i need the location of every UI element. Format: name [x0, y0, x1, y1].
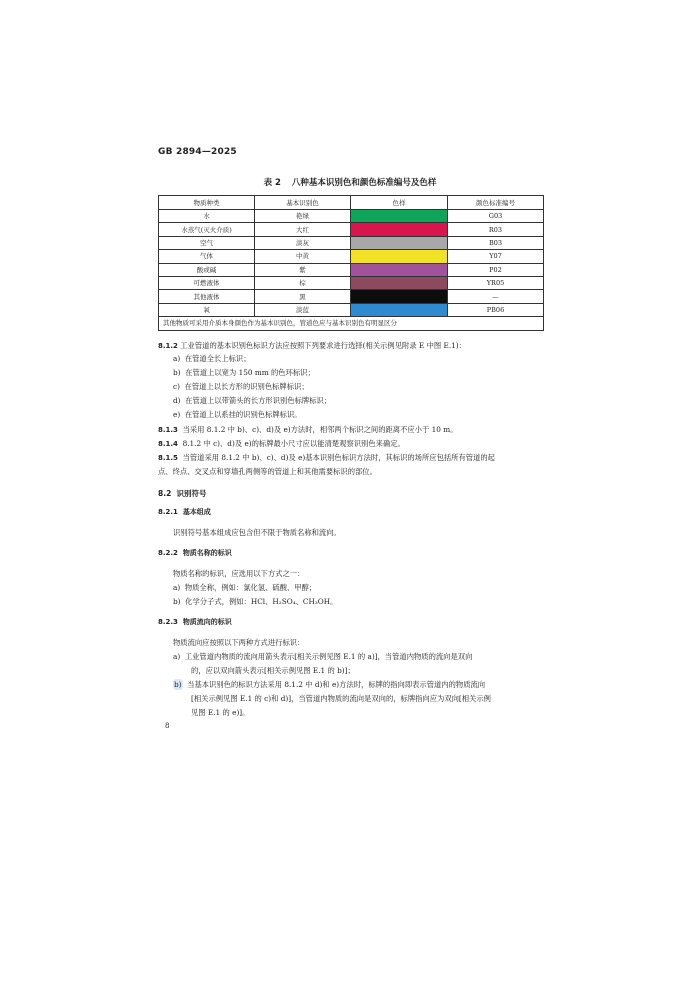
table-row — [159, 303, 544, 316]
list-item: e) 在管道上以系挂的识别色标牌标识。 — [173, 410, 302, 419]
table-header-row — [159, 196, 544, 210]
color-swatch-cell — [351, 263, 448, 276]
substance-cell: 水 — [159, 210, 255, 223]
color-code-cell: R03 — [448, 223, 544, 236]
column-header: 颜色标准编号 — [448, 196, 544, 210]
table-row — [159, 236, 544, 249]
substance-cell: 空气 — [159, 236, 255, 249]
color-code-cell: YR05 — [448, 276, 544, 289]
color-code-cell: B03 — [448, 236, 544, 249]
list-item: a) 工业管道内物质的流向用箭头表示[相关示例见图 E.1 的 a)]，当管道内物质的流向是双向 — [173, 652, 473, 661]
color-code-cell: PB06 — [448, 303, 544, 316]
color-name-cell: 中黄 — [255, 250, 351, 263]
color-swatch-cell — [351, 303, 448, 316]
color-swatch — [351, 250, 447, 262]
color-swatch-cell — [351, 223, 448, 236]
color-swatch — [351, 304, 447, 316]
color-swatch-cell — [351, 236, 448, 249]
list-item: b) 化学分子式，例如：HCl、H₂SO₄、CH₃OH。 — [173, 597, 338, 606]
color-name-cell: 艳绿 — [255, 210, 351, 223]
substance-cell: 可燃液体 — [159, 276, 255, 289]
color-name-cell: 紫 — [255, 263, 351, 276]
color-code-cell: G03 — [448, 210, 544, 223]
list-item: d) 在管道上以带箭头的长方形识别色标牌标识； — [173, 396, 332, 405]
list-item: b) 在管道上以宽为 150 mm 的色环标识； — [173, 368, 315, 377]
color-name-cell: 棕 — [255, 276, 351, 289]
table-row — [159, 223, 544, 236]
color-name-cell: 大红 — [255, 223, 351, 236]
color-swatch-cell — [351, 250, 448, 263]
color-standard-table — [158, 195, 544, 331]
substance-cell: 气体 — [159, 250, 255, 263]
list-item: a) 物质全称，例如：氯化氢、硫酸、甲醇； — [173, 583, 317, 592]
table-title: 八种基本识别色和颜色标准编号及色样 — [291, 178, 437, 188]
column-header: 色样 — [351, 196, 448, 210]
document-page: GB 2894—2025 表 2 八种基本识别色和颜色标准编号及色样 物质种类 基本识别色 色样 颜色标准编号 水 艳绿 G03 水蒸气(灭火介质) 大红 R03 空气 淡灰 B03 气体 中黄 Y07 酸或碱 紫 P02 可燃液体 棕 YR05 其他液体 黑 — 氧 淡蓝 PB06 其他物质可采用介质本身颜色作为基本识别色，管道色应与基本识别色有明显区分 8.1.2 工业管道的基本识别色标识方法应按照下列要求进行选择(相关示例见附录 E 中图 E.1)： a) 在管道全长上标识； b) 在管道上以宽为 150 mm 的色环标识； c) 在管道上以长方形的识别色标牌标识； d) 在管道上以带箭头的长方形识别色标牌标识； e) 在管道上以系挂的识别色标牌标识。 8.1.3 当采用 8.1.2 中 b)、c)、d)及 e)方法时，相邻两个标识之间的距离不应小于 10 m。 8.1.4 8.1.2 中 c)、d)及 e)的标牌最小尺寸应以能清楚观察识别色来确定。 8.1.5 当管道采用 8.1.2 中 b)、c)、d)及 e)基本识别色标识方法时，其标识的场所应包括所有管道的起 点、终点、交叉点和穿墙孔两侧等的管道上和其他需要标识的部位。 8.2 识别符号 8.2.1 基本组成 识别符号基本组成应包含但不限于物质名称和流向。 8.2.2 物质名称的标识 物质名称的标识，应选用以下方式之一： a) 物质全称，例如：氯化氢、硫酸、甲醇； b) 化学分子式，例如：HCl、H₂SO₄、CH₃OH。 8.2.3 物质流向的标识 物质流向应按照以下两种方式进行标识： a) 工业管道内物质的流向用箭头表示[相关示例见图 E.1 的 a)]，当管道内物质的流向是双向 的，应以双向箭头表示[相关示例见图 E.1 的 b)]； b) 当基本识别色的标识方法采用 8.1.2 中 d)和 e)方法时，标牌的指向即表示管道内的物质流向 [相关示例见图 E.1 的 c)和 d)]，当管道内物质的流向是双向的，标牌指向应为双向[相关示例 见图 E.1 的 e)]。 8 — [0, 0, 700, 990]
table-row — [159, 263, 544, 276]
table-row — [159, 210, 544, 223]
color-name-cell: 黑 — [255, 290, 351, 303]
color-swatch-cell — [351, 210, 448, 223]
list-item: a) 在管道全长上标识； — [173, 354, 251, 363]
highlighted-label: b) — [174, 680, 182, 689]
color-swatch — [351, 237, 447, 249]
section-number: 8.1.2 — [158, 342, 178, 350]
table-row — [159, 250, 544, 263]
table-row — [159, 290, 544, 303]
substance-cell: 氧 — [159, 303, 255, 316]
table-note: 其他物质可采用介质本身颜色作为基本识别色，管道色应与基本识别色有明显区分 — [159, 317, 544, 330]
color-swatch — [351, 223, 447, 235]
substance-cell: 水蒸气(灭火介质) — [159, 223, 255, 236]
color-swatch-cell — [351, 276, 448, 289]
table-note-row — [159, 317, 544, 330]
page-number: 8 — [165, 722, 170, 730]
color-code-cell: — — [448, 290, 544, 303]
color-name-cell: 淡蓝 — [255, 303, 351, 316]
color-code-cell: P02 — [448, 263, 544, 276]
section-text: 工业管道的基本识别色标识方法应按照下列要求进行选择(相关示例见附录 E 中图 E.1)： — [180, 341, 466, 350]
color-code-cell: Y07 — [448, 250, 544, 263]
table-row — [159, 276, 544, 289]
table-caption — [0, 176, 700, 188]
color-swatch — [351, 210, 447, 222]
substance-cell: 其他液体 — [159, 290, 255, 303]
column-header: 物质种类 — [159, 196, 255, 210]
list-item: c) 在管道上以长方形的识别色标牌标识； — [173, 382, 309, 391]
color-swatch — [351, 290, 447, 302]
substance-cell: 酸或碱 — [159, 263, 255, 276]
color-swatch — [351, 264, 447, 276]
list-item: b) 当基本识别色的标识方法采用 8.1.2 中 d)和 e)方法时，标牌的指向即表示管道内的物质流向 — [174, 680, 486, 689]
color-swatch-cell — [351, 290, 448, 303]
column-header: 基本识别色 — [255, 196, 351, 210]
color-swatch — [351, 277, 447, 289]
table-number: 表 2 — [263, 178, 281, 188]
standard-code: GB 2894—2025 — [158, 147, 237, 157]
color-name-cell: 淡灰 — [255, 236, 351, 249]
